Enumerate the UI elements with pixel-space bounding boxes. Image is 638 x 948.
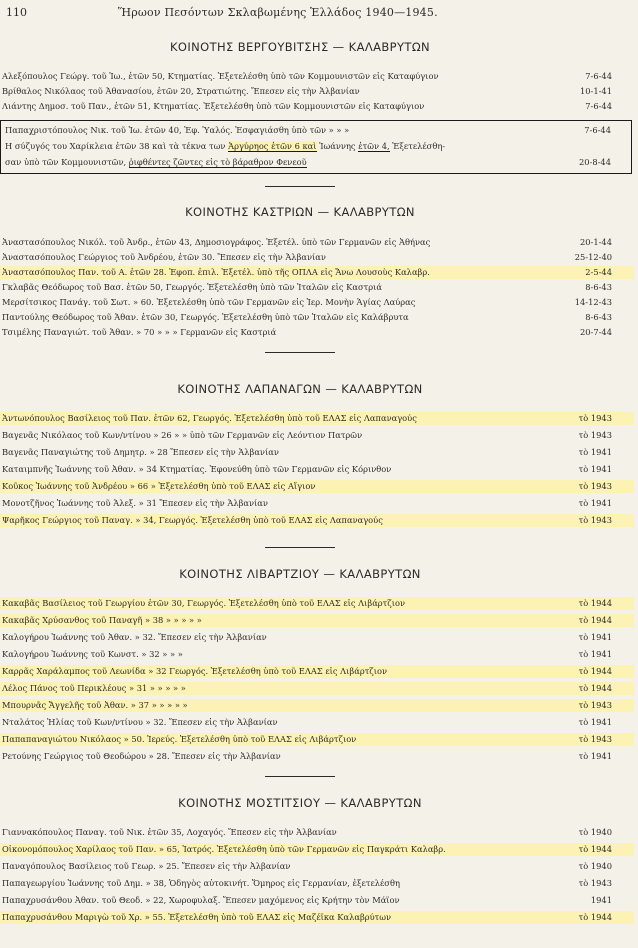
boxed-entry [0,120,632,174]
list-item: Παπαχρυσάνθου Μαριγὼ τοῦ Χρ. » 55. Ἐξετελέσθη ὑπὸ τοῦ ΕΛΑΣ εἰς Μαζέϊκα Καλαβρύτων τὸ 1944 [0,911,634,924]
list-item: Κακαβᾶς Βασίλειος τοῦ Γεωργίου ἐτῶν 30, Γεωργός. Ἐξετελέσθη ὑπὸ τοῦ ΕΛΑΣ εἰς Λιβάρτζιον τὸ 1944 [0,597,634,610]
list-item: Καταιμπνῆς Ἰωάννης τοῦ Ἀθαν. » 34 Κτηματίας. Ἐφονεύθη ὑπὸ τῶν Γερμανῶν εἰς Κόρινθον τὸ 1941 [2,464,612,474]
list-item: Καρρᾶς Χαράλαμπος τοῦ Λεωνίδα » 32 Γεωργός. Ἐξετελέσθη ὑπὸ τοῦ ΕΛΑΣ εἰς Λιβάρτζιον τὸ 1944 [0,665,634,678]
list-item: Ἀναστασόπουλος Παν. τοῦ Α. ἐτῶν 28. Ἐφοπ. ἐπιλ. Ἐξετέλ. ὑπὸ τῆς ΟΠΛΑ εἰς Ἄνω Λουσοὺς Καλαβρ. 2-5-44 [0,266,634,279]
list-item: Κακαβᾶς Χρύσανθος τοῦ Παναγῆ » 38 » » » » » τὸ 1944 [0,614,634,627]
list-item: Καλογήρου Ἰωάννης τοῦ Ἀθαν. » 32. Ἔπεσεν εἰς τὴν Ἀλβανίαν τὸ 1941 [2,632,612,642]
page-header [0,0,638,30]
list-item: Ἀναστασόπουλος Νικόλ. τοῦ Ἀνδρ., ἐτῶν 43, Δημοσιογράφος. Ἐξετέλ. ὑπὸ τῶν Γερμανῶν εἰς Ἀθήνας 20-1-44 [2,237,612,247]
list-item: Μπουρνᾶς Ἄγγελῆς τοῦ Ἀθαν. » 37 » » » » » τὸ 1943 [0,699,634,712]
section-title-mostitsi: ΚΟΙΝΟΤΗΣ ΜΟΣΤΙΤΣΙΟΥ — ΚΑΛΑΒΡΥΤΩΝ [178,796,422,810]
list-item: Μονοτζῆνος Ἰωάννης τοῦ Ἀλεξ. » 31 Ἔπεσεν εἰς τὴν Ἀλβανίαν τὸ 1941 [2,498,612,508]
list-item: Νταλάτος Ἠλίας τοῦ Κων/ντίνου » 32. Ἔπεσεν εἰς τὴν Ἀλβανίαν τὸ 1941 [2,717,612,727]
divider [265,352,335,353]
list-item: Λιάντης Δημοσ. τοῦ Παν., ἐτῶν 51, Κτηματίας. Ἐξετελέσθη ὑπὸ τῶν Κομμουνιστῶν εἰς Καταφύγιον 7-6-44 [2,101,612,111]
list-item: Αλεξόπουλος Γεώργ. τοῦ Ἰω., ἐτῶν 50, Κτηματίας. Ἐξετελέσθη ὑπὸ τῶν Κομμουνιστῶν εἰς Καταφύγιον 7-6-44 [2,71,612,81]
list-item: Μερσίτσικος Πανάγ. τοῦ Σωτ. » 60. Ἐξετελέσθη ὑπὸ τῶν Γερμανῶν εἰς Ἱερ. Μονὴν Ἁγίας Λαύρας 14-12-43 [2,297,612,307]
list-item: Βαγενᾶς Παναγιώτης τοῦ Δημητρ. » 28 Ἔπεσεν εἰς τὴν Ἀλβανίαν τὸ 1941 [2,447,612,457]
list-item: Παπαχρυσάνθου Ἀθαν. τοῦ Θεοδ. » 22, Χωροφυλαξ. Ἔπεσεν μαχόμενος εἰς Κρήτην τὸν Μάϊον 1941 [2,895,612,905]
list-item: Βρίθαλος Νικόλαος τοῦ Ἀθανασίου, ἐτῶν 20, Στρατιώτης. Ἔπεσεν εἰς τὴν Ἀλβανίαν 10-1-41 [2,86,612,96]
section-title-vergouvitsa: ΚΟΙΝΟΤΗΣ ΒΕΡΓΟΥΒΙΤΣΗΣ — ΚΑΛΑΒΡΥΤΩΝ [169,40,431,54]
page-number: 110 [6,6,27,19]
list-item: Βαγενᾶς Νικόλαος τοῦ Κων/ντίνου » 26 » » ὑπὸ τῶν Γερμανῶν εἰς Λεόντιον Πατρῶν τὸ 1943 [2,430,612,440]
list-item: Ψαρῆκος Γεώργιος τοῦ Παναγ. » 34, Γεωργός. Ἐξετελέσθη ὑπὸ τοῦ ΕΛΑΣ εἰς Λαπαναγούς τὸ 1943 [0,514,634,527]
boxed-date-1: 7-6-44 [584,125,611,135]
list-item: Ἀναστασόπουλος Γεώργιος τοῦ Ἀνδρέου, ἐτῶν 30. Ἔπεσεν εἰς τὴν Ἀλβανίαν 25-12-40 [2,252,612,262]
list-item: Λέλος Πάνος τοῦ Περικλέους » 31 » » » » » τὸ 1944 [0,682,634,695]
boxed-line-3: σαν ὑπὸ τῶν Κομμουνιστῶν, ῥιφθέντες ζῶντες εἰς τὸ βάραθρον Φενεοῦ [5,157,307,167]
running-title: Ἥρωον Πεσόντων Σκλαβωμένης Ἑλλάδος 1940—1945. [118,6,438,19]
section-title-livartzi: ΚΟΙΝΟΤΗΣ ΛΙΒΑΡΤΖΙΟΥ — ΚΑΛΑΒΡΥΤΩΝ [179,567,421,581]
boxed-line-1: Παπαχριστόπουλος Νικ. τοῦ Ἰω. ἐτῶν 40, Ἐφ. Ὑαλός. Ἐσφαγιάσθη ὑπὸ τῶν » » » [5,125,350,135]
underlined-text: ῥιφθέντες ζῶντες εἰς τὸ βάραθρον Φενεοῦ [128,157,307,167]
boxed-date-3: 20-8-44 [578,157,611,167]
list-item: Γκλαβᾶς Θεόδωρος τοῦ Βασ. ἐτῶν 50, Γεωργός. Ἐξετελέσθη ὑπὸ τῶν Ἰταλῶν εἰς Καστριά 8-6-43 [2,282,612,292]
underlined-text: Ἀργύρηος ἐτῶν 6 καὶ [228,141,317,151]
section-title-kastria: ΚΟΙΝΟΤΗΣ ΚΑΣΤΡΙΩΝ — ΚΑΛΑΒΡΥΤΩΝ [185,205,415,219]
list-item: Παπαγεωργίου Ἰωάννης τοῦ Δημ. » 38, Ὁδηγὸς αὐτοκινήτ. Ὅμηρος εἰς Γερμανίαν, ἐξετελέσθη τὸ 1943 [2,878,612,888]
divider [265,547,335,548]
list-item: Καλογήρου Ἰωάννης τοῦ Κωνστ. » 32 » » » τὸ 1941 [2,649,612,659]
list-item: Οἰκονομόπουλος Χαρίλαος τοῦ Παν. » 65, Ἰατρός. Ἐξετελέσθη ὑπὸ τῶν Γερμανῶν εἰς Παγκράτι Καλαβρ. τὸ 1944 [0,843,634,856]
divider [265,186,335,187]
boxed-line-2: Η σύζυγός του Χαρίκλεια ἐτῶν 38 καὶ τὰ τέκνα των Ἀργύρηος ἐτῶν 6 καὶ Ἰωάννης ἐτῶν 4, Ἐξετελέσθη- [5,141,446,151]
underlined-text: ἐτῶν 4, [358,141,390,151]
section-title-lapanagon: ΚΟΙΝΟΤΗΣ ΛΑΠΑΝΑΓΩΝ — ΚΑΛΑΒΡΥΤΩΝ [177,382,423,396]
list-item: Παναγόπουλος Βασίλειος τοῦ Γεωρ. » 25. Ἔπεσεν εἰς τὴν Ἀλβανίαν τὸ 1940 [2,861,612,871]
list-item: Γιαννακόπουλος Παναγ. τοῦ Νικ. ἐτῶν 35, Λοχαγός. Ἔπεσεν εἰς τὴν Ἀλβανίαν τὸ 1940 [2,827,612,837]
list-item: Κοῦκος Ἰωάννης τοῦ Ἀνδρέου » 66 » Ἐξετελέσθη ὑπὸ τοῦ ΕΛΑΣ εἰς Αἴγιον τὸ 1943 [0,480,634,493]
list-item: Παντούλης Θεόδωρος τοῦ Ἀθαν. ἐτῶν 30, Γεωργός. Ἐξετελέσθη ὑπὸ τῶν Ἰταλῶν εἰς Καλάβρυτα 8-6-43 [2,312,612,322]
list-item: Τσιμέλης Παναγιώτ. τοῦ Ἀθαν. » 70 » » » Γερμανῶν εἰς Καστριά 20-7-44 [2,327,612,337]
list-item: Ἀντωνόπουλος Βασίλειος τοῦ Παν. ἐτῶν 62, Γεωργός. Ἐξετελέσθη ὑπὸ τοῦ ΕΛΑΣ εἰς Λαπαναγούς τὸ 1943 [0,412,634,425]
divider [265,776,335,777]
list-item: Παπαπαναγιώτου Νικόλαος » 50. Ἱερεύς. Ἐξετελέσθη ὑπὸ τοῦ ΕΛΑΣ εἰς Λιβάρτζιον τὸ 1943 [0,733,634,746]
list-item: Ρετούνης Γεώργιος τοῦ Θεοδώρου » 28. Ἔπεσεν εἰς τὴν Ἀλβανίαν τὸ 1941 [2,751,612,761]
